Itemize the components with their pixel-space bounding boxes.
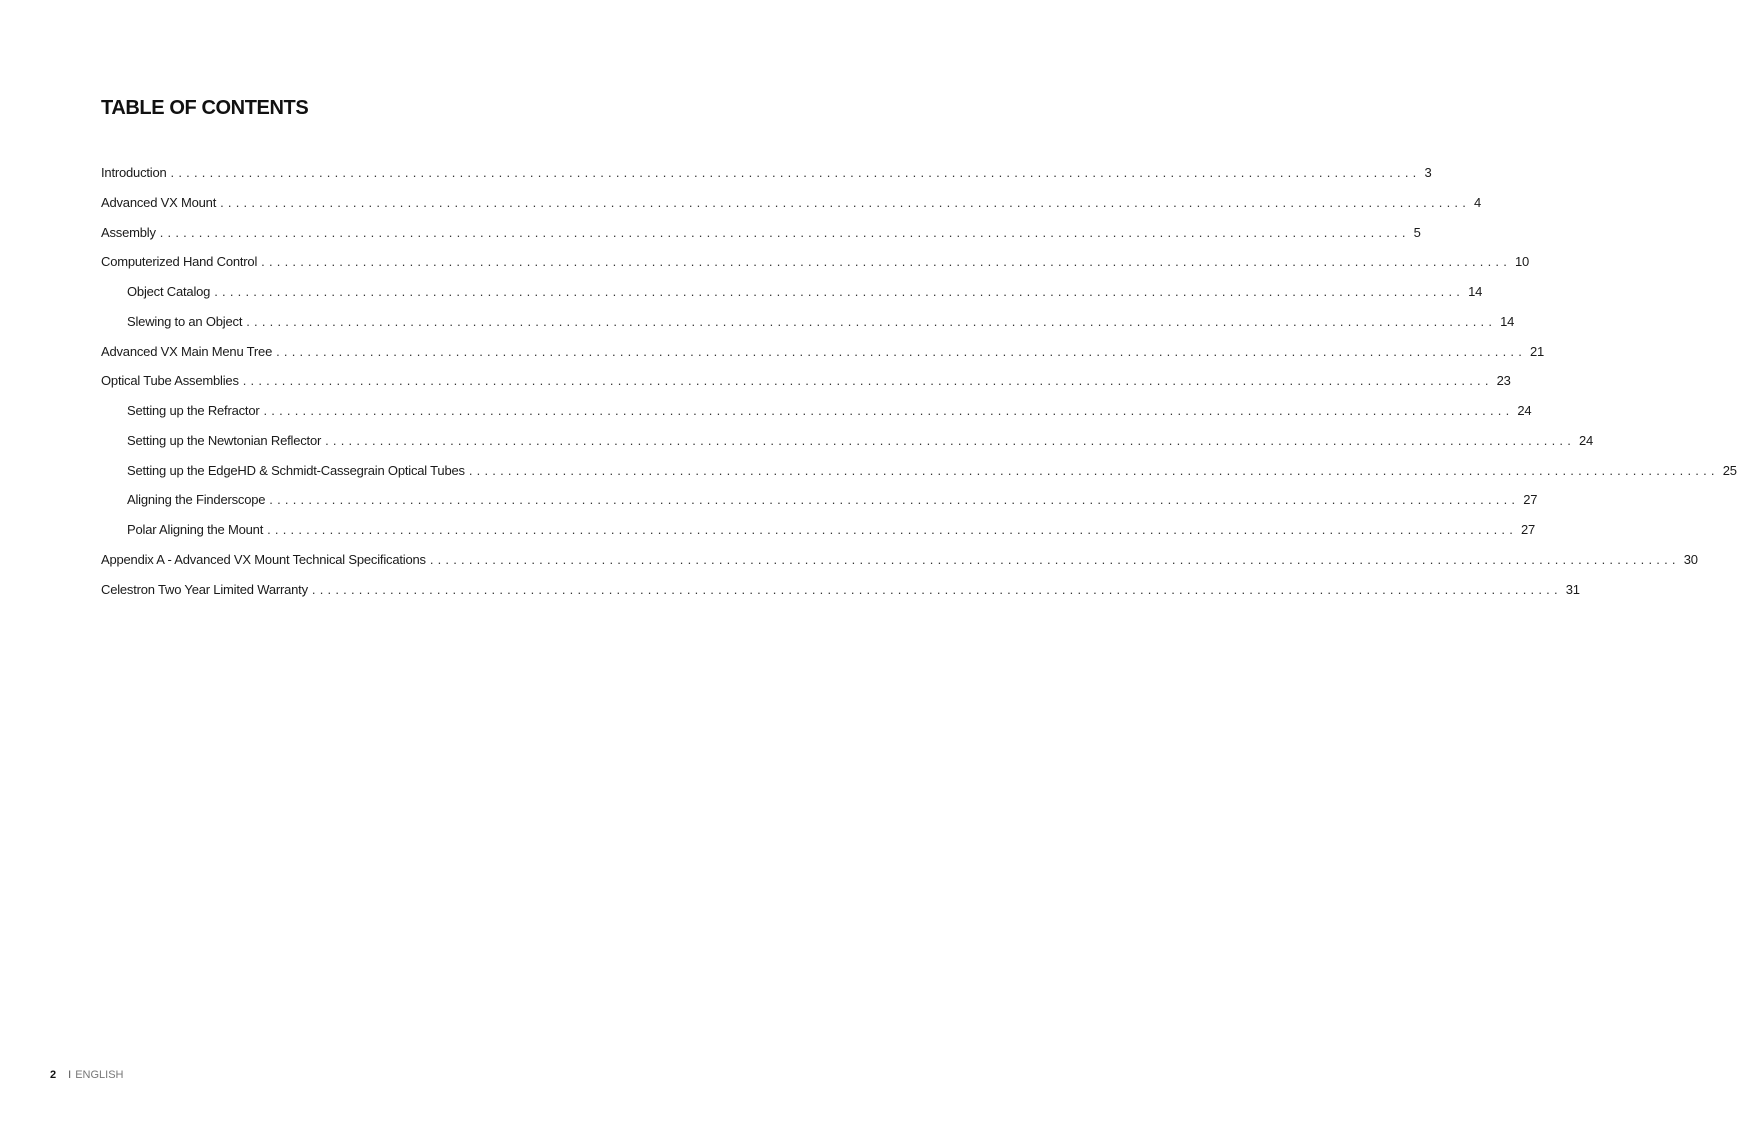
- toc-entry-page: 27: [1521, 522, 1536, 537]
- toc-entry-label: Slewing to an Object: [127, 313, 243, 329]
- dot-leader: ................................................................................................................................................................: [170, 165, 1421, 180]
- toc-entry-label: Advanced VX Mount: [101, 194, 217, 210]
- toc-entry[interactable]: [101, 224, 1421, 255]
- dot-leader: ................................................................................................................................................................: [269, 492, 1520, 508]
- toc-entry-label: Object Catalog: [127, 284, 211, 299]
- toc-entry-page: 24: [1579, 432, 1594, 448]
- toc-entry-label: Optical Tube Assemblies: [101, 373, 239, 389]
- dot-leader: ................................................................................................................................................................: [325, 432, 1575, 448]
- toc-subentry[interactable]: [101, 284, 1483, 314]
- toc-entry-label: Setting up the Newtonian Reflector: [127, 432, 322, 448]
- toc-subentry[interactable]: [101, 522, 1536, 552]
- toc-entry-label: Introduction: [101, 165, 167, 180]
- toc-entry-page: 31: [1565, 581, 1580, 597]
- dot-leader: ................................................................................................................................................................: [246, 313, 1497, 329]
- toc-entry[interactable]: [101, 581, 1580, 612]
- toc-entry[interactable]: [101, 343, 1545, 374]
- toc-entry-label: Celestron Two Year Limited Warranty: [101, 581, 308, 597]
- toc-entry[interactable]: [101, 194, 1482, 225]
- toc-entry-label: Appendix A - Advanced VX Mount Technical Specifications: [101, 551, 426, 567]
- toc-entry-page: 21: [1530, 343, 1545, 359]
- toc-entry[interactable]: [101, 373, 1511, 403]
- toc-entry-label: Setting up the Refractor: [127, 403, 260, 418]
- page-footer: [50, 1069, 123, 1081]
- toc-entry-page: 14: [1500, 313, 1515, 329]
- toc-entry-label: Advanced VX Main Menu Tree: [101, 343, 273, 359]
- toc-entry-label: Setting up the EdgeHD & Schmidt-Cassegrain Optical Tubes: [127, 462, 465, 478]
- toc-entry-page: 24: [1517, 403, 1532, 418]
- toc-entry-page: 5: [1413, 224, 1421, 240]
- footer-separator: I: [68, 1069, 72, 1081]
- toc-entry-label: Computerized Hand Control: [101, 254, 258, 270]
- toc-entry-page: 23: [1496, 373, 1511, 389]
- toc-entry-page: 27: [1523, 492, 1538, 508]
- toc-entry-label: Polar Aligning the Mount: [127, 522, 264, 537]
- toc-entry-page: 30: [1683, 551, 1698, 567]
- toc-entry[interactable]: [101, 165, 1432, 195]
- toc-subentry[interactable]: [101, 313, 1515, 344]
- toc-list: [101, 165, 1737, 611]
- dot-leader: ................................................................................................................................................................: [220, 194, 1471, 210]
- toc-subentry[interactable]: [101, 462, 1737, 493]
- footer-page-number: 2: [50, 1069, 57, 1081]
- dot-leader: ................................................................................................................................................................: [276, 343, 1527, 359]
- toc-subentry[interactable]: [101, 432, 1594, 463]
- dot-leader: ................................................................................................................................................................: [468, 462, 1719, 478]
- toc-entry-page: 10: [1515, 254, 1530, 270]
- dot-leader: ................................................................................................................................................................: [311, 581, 1562, 597]
- toc-entry[interactable]: [101, 551, 1698, 582]
- footer-language: ENGLISH: [75, 1069, 124, 1081]
- toc-entry-page: 14: [1468, 284, 1483, 299]
- dot-leader: ................................................................................................................................................................: [214, 284, 1465, 299]
- page-title: TABLE OF CONTENTS: [101, 97, 309, 119]
- dot-leader: ................................................................................................................................................................: [159, 224, 1410, 240]
- toc-entry-page: 4: [1474, 194, 1482, 210]
- dot-leader: ................................................................................................................................................................: [263, 403, 1514, 418]
- dot-leader: ................................................................................................................................................................: [429, 551, 1680, 567]
- toc-subentry[interactable]: [101, 403, 1532, 433]
- toc-subentry[interactable]: [101, 492, 1538, 522]
- dot-leader: ................................................................................................................................................................: [261, 254, 1512, 270]
- dot-leader: ................................................................................................................................................................: [267, 522, 1518, 537]
- toc-entry-page: 3: [1424, 165, 1432, 180]
- toc-entry-label: Aligning the Finderscope: [127, 492, 266, 508]
- toc-entry[interactable]: [101, 254, 1530, 284]
- toc-entry-label: Assembly: [101, 224, 156, 240]
- toc-entry-page: 25: [1722, 462, 1737, 478]
- dot-leader: ................................................................................................................................................................: [242, 373, 1493, 389]
